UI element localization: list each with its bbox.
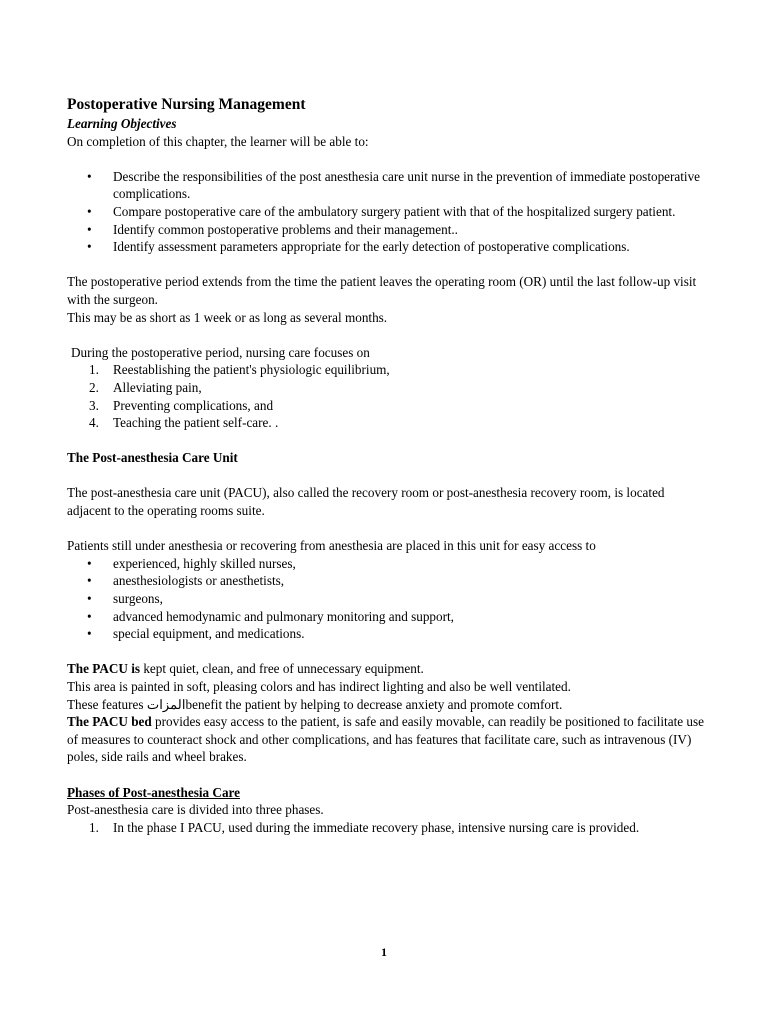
- list-item: • advanced hemodynamic and pulmonary monitoring and support,: [67, 608, 707, 626]
- pacu-description-paragraph: The post-anesthesia care unit (PACU), also called the recovery room or post-anesthesia recovery room, is located adjacent to the operating rooms suite.: [67, 485, 665, 519]
- pacu-is-label: The PACU is: [67, 661, 141, 677]
- page-number: 1: [381, 945, 387, 959]
- pacu-bed-paragraph: [67, 713, 707, 766]
- list-number: 2.: [89, 379, 99, 395]
- list-item: • experienced, highly skilled nurses,: [67, 555, 707, 573]
- list-item: • surgeons,: [67, 590, 707, 608]
- phases-list: [67, 819, 707, 837]
- pacu-bed-text: provides easy access to the patient, is safe and easily movable, can readily be positioned to facilitate use of measures to counteract shock and other complications, and has features that facilitate care, such as intravenous (IV) poles, side rails and wheel brakes.: [67, 714, 704, 765]
- phases-intro: Post-anesthesia care is divided into three phases.: [67, 802, 324, 818]
- list-item: • Describe the responsibilities of the post anesthesia care unit nurse in the prevention of immediate postoperative complications.: [67, 168, 707, 203]
- list-item: [67, 397, 707, 415]
- pacu-is-text: kept quiet, clean, and free of unnecessary equipment.: [140, 661, 424, 677]
- document-body: [67, 95, 707, 836]
- list-text: Teaching the patient self-care. .: [113, 415, 279, 431]
- list-item: • Identify common postoperative problems and their management..: [67, 221, 707, 239]
- postoperative-duration-line: This may be as short as 1 week or as long as several months.: [67, 309, 388, 325]
- access-intro: Patients still under anesthesia or recovering from anesthesia are placed in this unit for easy access to: [67, 538, 596, 554]
- list-number: 1.: [89, 362, 99, 378]
- list-text: In the phase I PACU, used during the immediate recovery phase, intensive nursing care is provided.: [113, 819, 640, 835]
- learning-objectives-heading: Learning Objectives: [67, 116, 177, 131]
- pacu-heading: The Post-anesthesia Care Unit: [67, 450, 238, 466]
- pacu-is-paragraph: [67, 660, 707, 678]
- list-item: [67, 379, 707, 397]
- list-item: • Identify assessment parameters appropriate for the early detection of postoperative complications.: [67, 238, 707, 256]
- list-item: [67, 414, 707, 432]
- objectives-intro: On completion of this chapter, the learner will be able to:: [67, 133, 369, 149]
- postoperative-period-paragraph: The postoperative period extends from the time the patient leaves the operating room (OR) until the last follow-up visit with the surgeon.: [67, 274, 697, 307]
- pacu-bed-label: The PACU bed: [67, 714, 152, 730]
- access-list: [67, 555, 707, 643]
- phases-heading: Phases of Post-anesthesia Care: [67, 784, 241, 800]
- list-item: • anesthesiologists or anesthetists,: [67, 572, 707, 590]
- list-number: 3.: [89, 397, 99, 413]
- list-number: 1.: [89, 819, 99, 835]
- nursing-focus-intro: During the postoperative period, nursing care focuses on: [71, 344, 370, 360]
- area-line: This area is painted in soft, pleasing colors and has indirect lighting and also be well ventilated.: [67, 679, 571, 694]
- list-item: • Compare postoperative care of the ambulatory surgery patient with that of the hospitalized surgery patient.: [67, 203, 707, 221]
- features-text-b: benefit the patient by helping to decrease anxiety and promote comfort.: [185, 696, 563, 712]
- features-text-a: These features: [67, 696, 147, 712]
- list-item: [67, 361, 707, 379]
- document-title: Postoperative Nursing Management: [67, 96, 306, 113]
- nursing-focus-list: [67, 361, 707, 431]
- list-item: [67, 819, 707, 837]
- features-arabic-word: المزات: [146, 696, 186, 712]
- features-line: [67, 696, 707, 714]
- list-text: Preventing complications, and: [113, 397, 274, 413]
- list-text: Alleviating pain,: [113, 379, 202, 395]
- list-number: 4.: [89, 415, 99, 431]
- list-text: Reestablishing the patient's physiologic equilibrium,: [113, 362, 390, 378]
- list-item: • special equipment, and medications.: [67, 625, 707, 643]
- objectives-list: [67, 168, 707, 256]
